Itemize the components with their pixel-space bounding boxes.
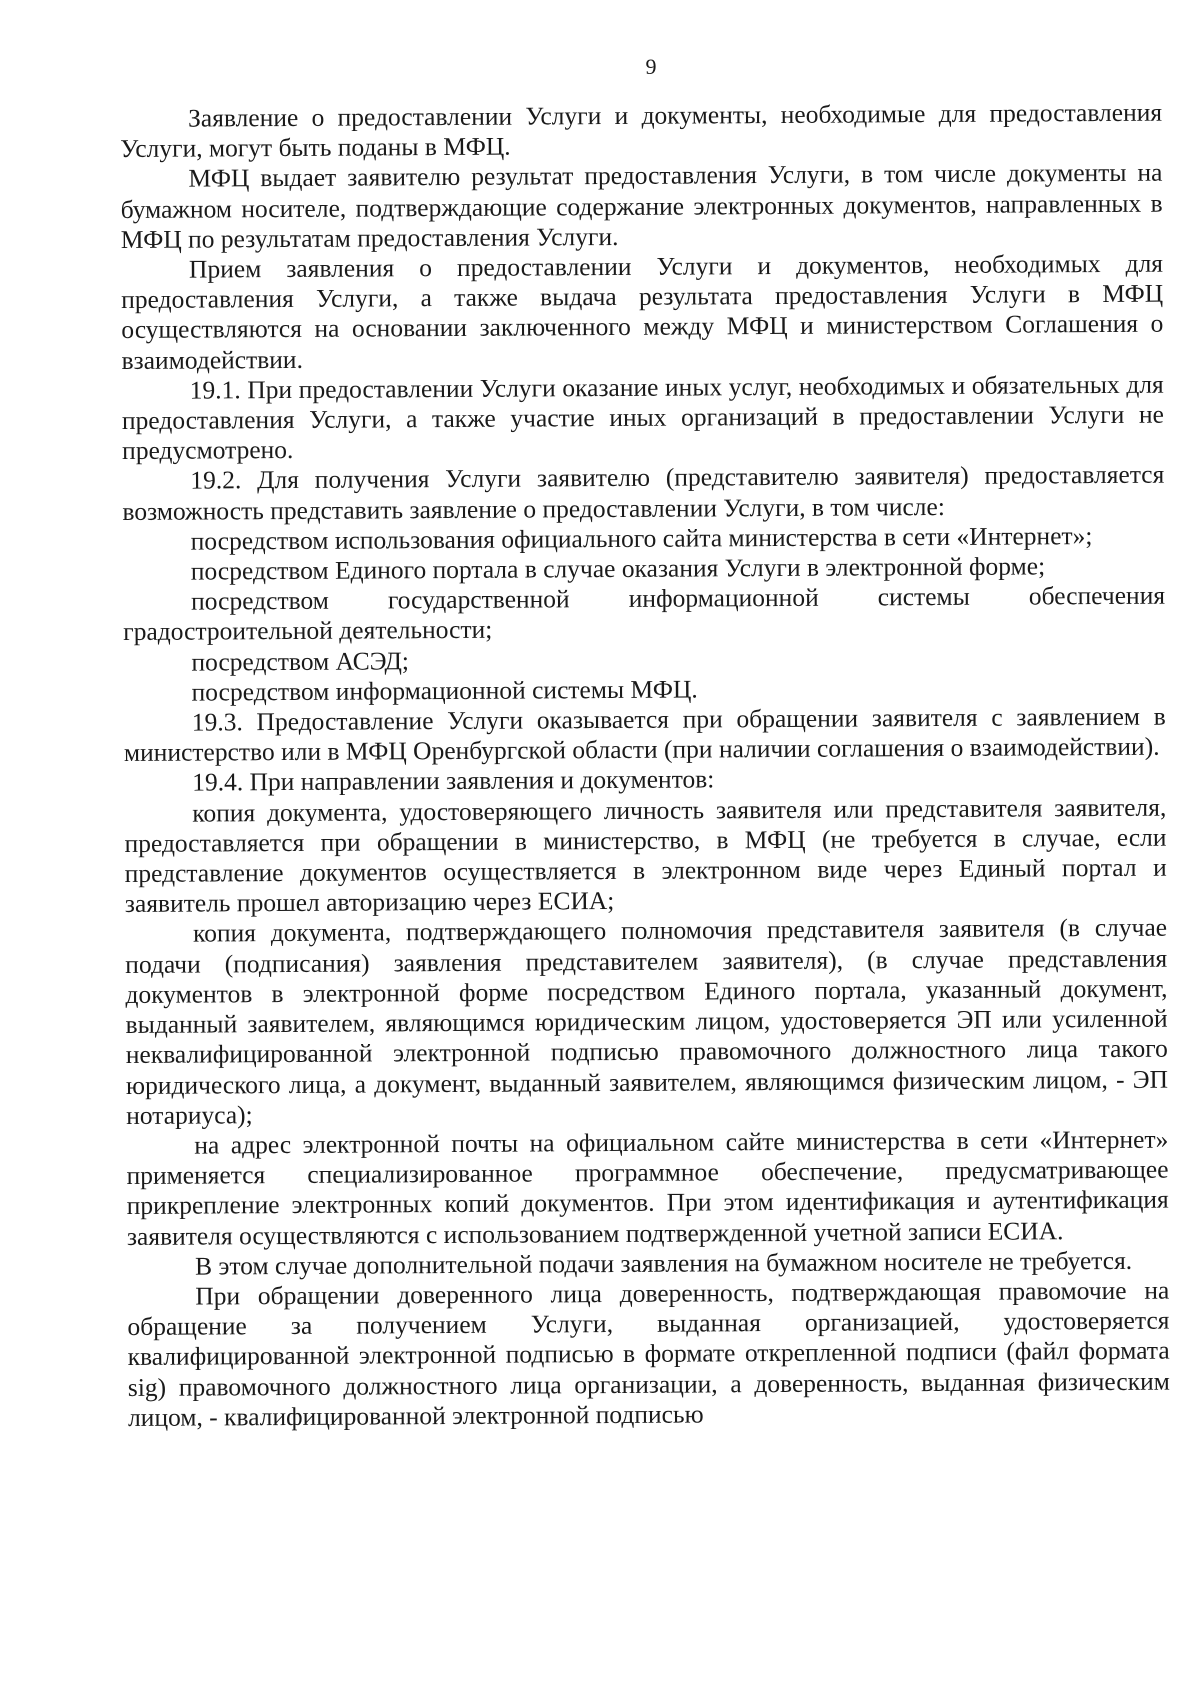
paragraph-19-3: 19.3. Предоставление Услуги оказывается при обращении заявителя с заявлением в министерство или в МФЦ Оренбургской области (при наличии соглашения о взаимодействии). xyxy=(123,701,1166,768)
list-item: на адрес электронной почты на официальном сайте министерства в сети «Интернет» применяется специализированное программное обеспечение, предусматривающее прикрепление электронных копий документов. При этом идентификация и аутентификация заявителя осуществляются с использованием подтвержденной учетной записи ЕСИА. xyxy=(126,1124,1169,1251)
page-number: 9 xyxy=(645,54,657,79)
list-item: посредством использования официального сайта министерства в сети «Интернет»; xyxy=(190,520,1093,556)
document-body xyxy=(120,98,1170,1433)
paragraph: МФЦ выдает заявителю результат предоставления Услуги, в том числе документы на бумажном носителе, подтверждающие содержание электронных документов, направленных в МФЦ по результатам предоставления Услуги. xyxy=(120,158,1163,254)
list-item: посредством информационной системы МФЦ. xyxy=(191,674,698,707)
paragraph-19-2: 19.2. Для получения Услуги заявителю (представителю заявителя) предоставляется возможность представить заявление о предоставлении Услуги, в том числе: xyxy=(122,460,1165,526)
paragraph: Заявление о предоставлении Услуги и документы, необходимые для предоставления Услуги, могут быть поданы в МФЦ. xyxy=(120,97,1163,164)
paragraph: Прием заявления о предоставлении Услуги и документов, необходимых для предоставления Услуги, а также выдача результата предоставления Услуги в МФЦ осуществляются на основании заключенного между МФЦ и министерством Соглашения о взаимодействии. xyxy=(121,248,1164,375)
paragraph-19-4: 19.4. При направлении заявления и документов: xyxy=(192,764,715,798)
list-item: копия документа, удостоверяющего личность заявителя или представителя заявителя, предоставляется при обращении в министерство, в МФЦ (не требуется в случае, если представление документов осуществляется в электронном виде через Единый портал и заявитель прошел авторизацию через ЕСИА; xyxy=(124,792,1167,919)
list-item: копия документа, подтверждающего полномочия представителя заявителя (в случае подачи (подписания) заявления представителем заявителя), (в случае представления документов в электронной форме посредством Единого портала, указанный документ, выданный заявителем, являющимся юридическим лицом, удостоверяется ЭП или усиленной неквалифицированной электронной подписью правомочного должностного лица такого юридического лица, а документ, выданный заявителем, являющимся физическим лицом, - ЭП нотариуса); xyxy=(125,913,1169,1130)
list-item: посредством Единого портала в случае оказания Услуги в электронной форме; xyxy=(190,551,1046,586)
list-item: посредством АСЭД; xyxy=(191,645,409,677)
paragraph: В этом случае дополнительной подачи заявления на бумажном носителе не требуется. xyxy=(195,1245,1133,1281)
paragraph-19-1: 19.1. При предоставлении Услуги оказание иных услуг, необходимых и обязательных для предоставления Услуги, а также участие иных организаций в предоставлении Услуги не предусмотрено. xyxy=(121,369,1165,466)
list-item: посредством государственной информационной системы обеспечения градостроительной деятельности; xyxy=(123,580,1166,647)
paragraph: При обращении доверенного лица доверенность, подтверждающая правомочие на обращение за получением Услуги, выданная организацией, удостоверяется квалифицированной электронной подписью в формате открепленной подписи (файл формата sig) правомочного должностного лица организации, а доверенность, выданная физическим лицом, - квалифицированной электронной подписью xyxy=(127,1275,1170,1432)
